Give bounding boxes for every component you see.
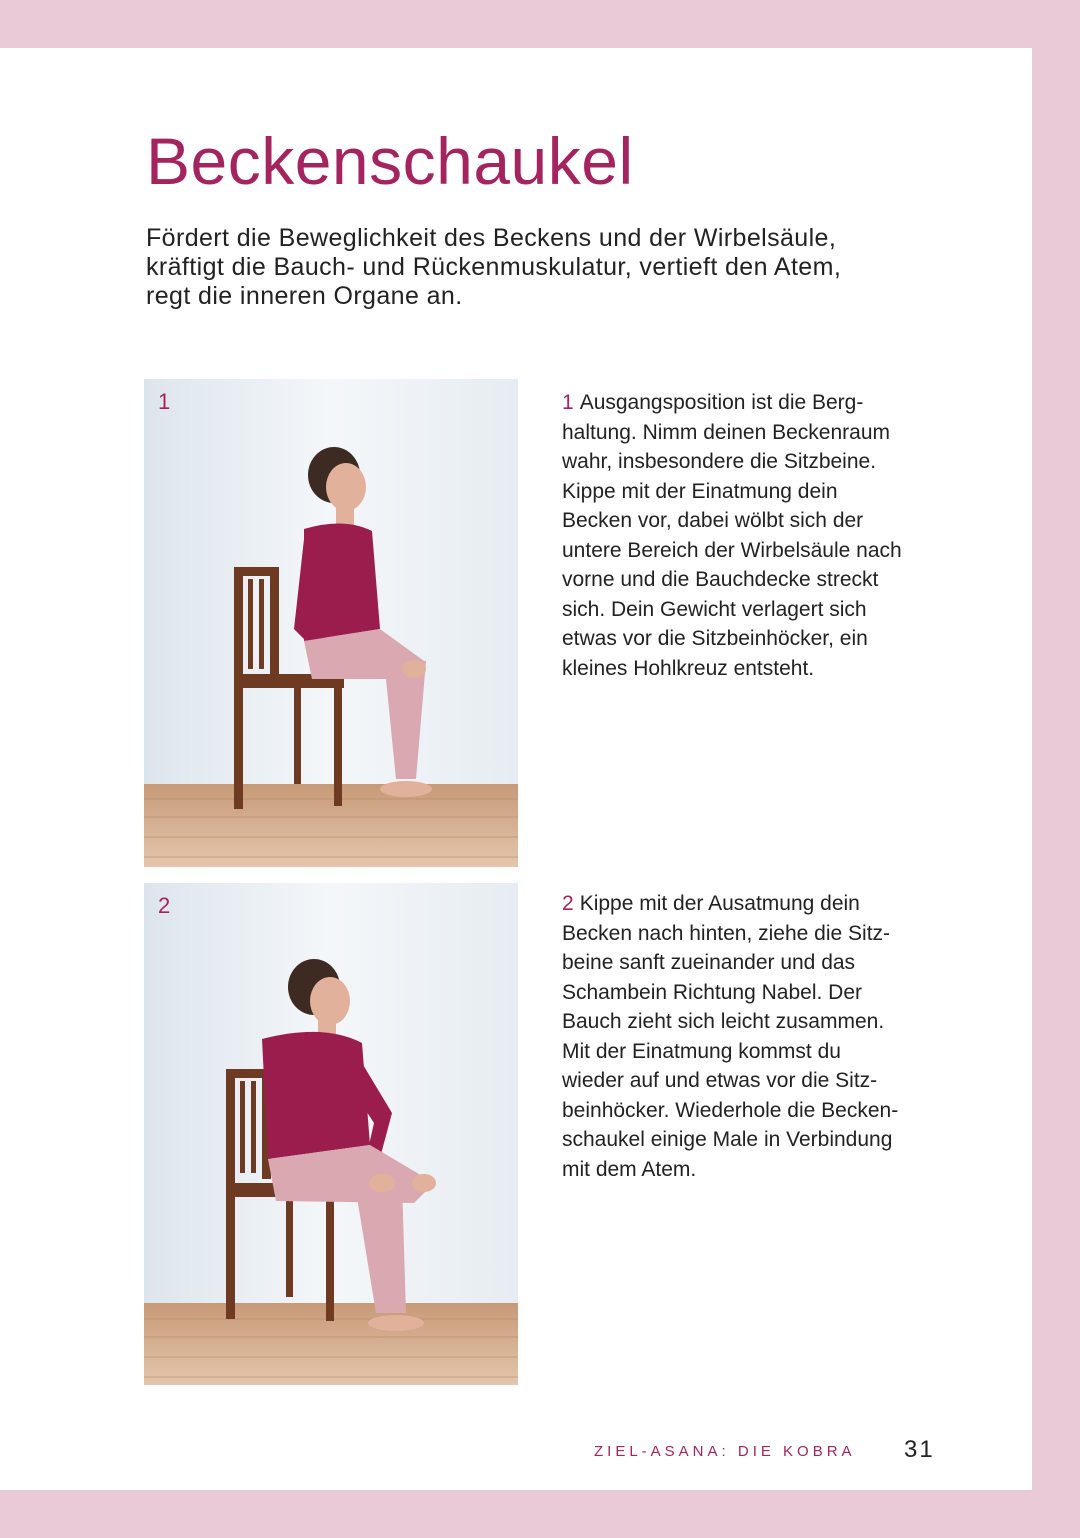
step-line: Mit der Einatmung kommst du (562, 1039, 841, 1063)
step-line: sich. Dein Gewicht verlagert sich (562, 597, 867, 621)
photo-step-2 (144, 883, 518, 1385)
step-line: kleines Hohlkreuz entsteht. (562, 656, 815, 680)
step-line (562, 388, 952, 418)
photo-illustration-2 (144, 883, 518, 1385)
step-line: Schambein Richtung Nabel. Der (562, 980, 862, 1004)
photo-step-1 (144, 379, 518, 867)
step-line: Becken nach hinten, ziehe die Sitz- (562, 921, 891, 945)
step-line-text: Ausgangsposition ist die Berg- (579, 391, 864, 414)
step-2-text (562, 889, 952, 1184)
step-line: untere Bereich der Wirbelsäule nach (562, 538, 902, 562)
step-line: wahr, insbesondere die Sitzbeine. (562, 450, 877, 473)
page-title: Beckenschaukel (146, 124, 634, 198)
intro-line: Fördert die Beweglichkeit des Beckens und der Wirbelsäule, (146, 224, 837, 252)
step-line (562, 889, 952, 919)
step-line: Bauch zieht sich leicht zusammen. (562, 1010, 885, 1033)
intro-line: regt die inneren Organe an. (146, 282, 463, 310)
intro-line: kräftigt die Bauch- und Rückenmuskulatur, vertieft den Atem, (146, 253, 842, 281)
photo-label: 1 (158, 389, 171, 414)
step-line: beine sanft zueinander und das (562, 951, 856, 974)
step-number: 1 (562, 391, 574, 414)
step-number: 2 (562, 892, 574, 915)
step-1-text (562, 388, 952, 683)
page-number: 31 (904, 1436, 935, 1463)
step-line: haltung. Nimm deinen Beckenraum (562, 420, 891, 444)
step-line: Kippe mit der Einatmung dein (562, 479, 838, 503)
step-line: schaukel einige Male in Verbindung (562, 1128, 893, 1151)
step-line: mit dem Atem. (562, 1157, 697, 1181)
photo-label: 2 (158, 893, 171, 918)
step-line: etwas vor die Sitzbeinhöcker, ein (562, 627, 868, 650)
step-line: vorne und die Bauchdecke streckt (562, 568, 879, 591)
photo-illustration-1 (144, 379, 518, 867)
step-line: wieder auf und etwas vor die Sitz- (562, 1069, 878, 1092)
step-line: Becken vor, dabei wölbt sich der (562, 509, 864, 532)
step-line: beinhöcker. Wiederhole die Becken- (562, 1098, 899, 1122)
step-line-text: Kippe mit der Ausatmung dein (579, 892, 860, 915)
intro-text (146, 224, 966, 311)
footer-section-label: ZIEL-ASANA: DIE KOBRA (594, 1443, 856, 1460)
